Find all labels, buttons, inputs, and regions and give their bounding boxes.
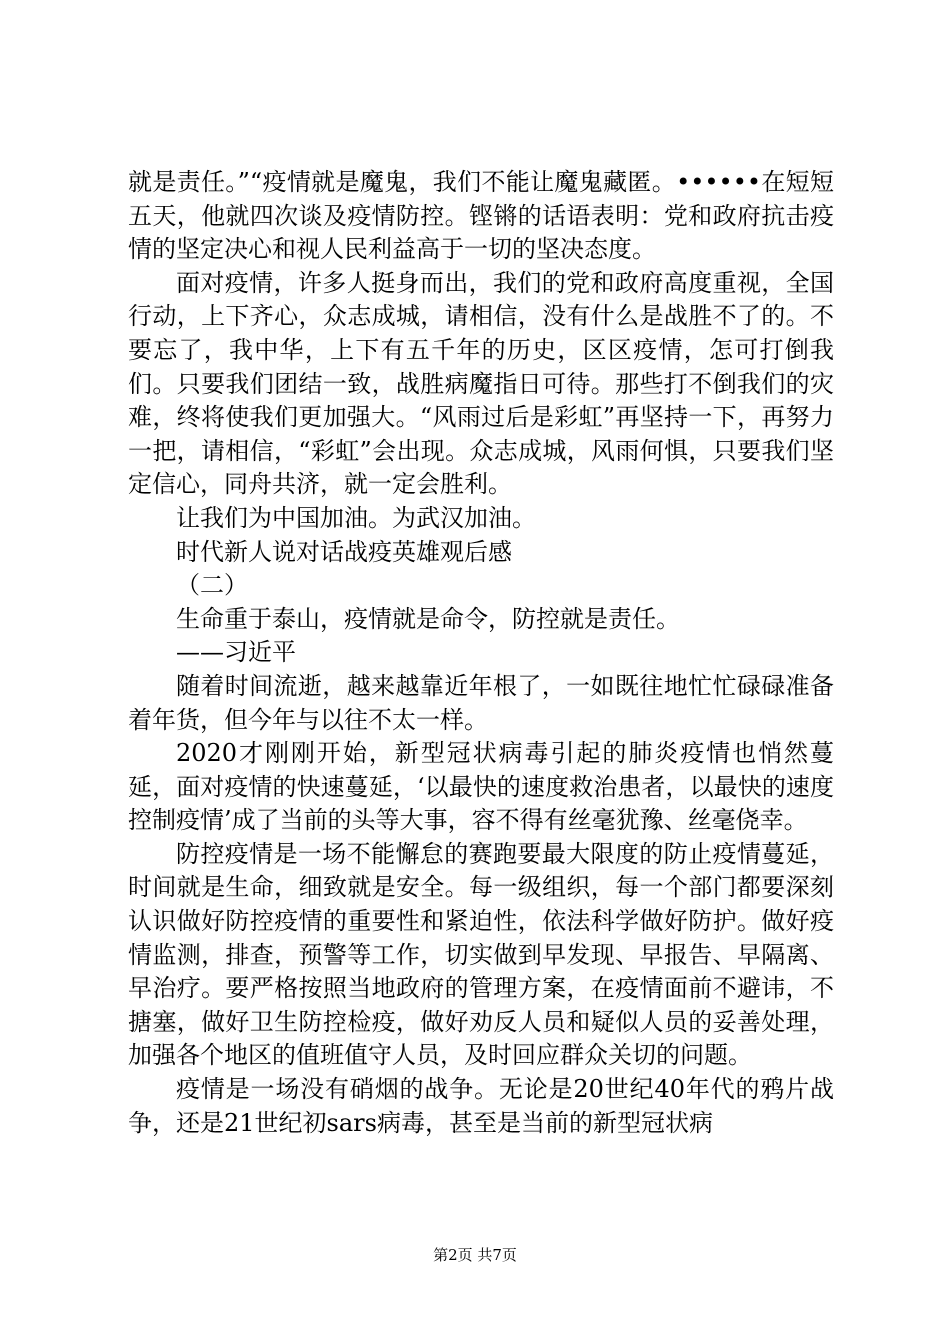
paragraph-continuation: 就是责任。”“疫情就是魔鬼，我们不能让魔鬼藏匿。••••••在短短五天，他就四次谈及疫情防控。铿锵的话语表明：党和政府抗击疫情的坚定决心和视人民利益高于一切的坚决态度。 bbox=[128, 168, 834, 264]
paragraph-2020: 2020才刚刚开始，新型冠状病毒引起的肺炎疫情也悄然蔓延，面对疫情的快速蔓延，‘以最快的速度救治患者，以最快的速度控制疫情’成了当前的头等大事，容不得有丝毫犹豫、丝毫侥幸。 bbox=[128, 739, 834, 835]
quote-attribution: ——习近平 bbox=[176, 638, 296, 667]
page-number-footer: 第2页 共7页 bbox=[433, 1246, 517, 1264]
quote-text: 生命重于泰山，疫情就是命令，防控就是责任。 bbox=[176, 604, 680, 633]
section-number: （二） bbox=[176, 571, 248, 600]
document-body bbox=[128, 166, 834, 1140]
paragraph-war: 疫情是一场没有硝烟的战争。无论是20世纪40年代的鸦片战争，还是21世纪初sars病毒，甚至是当前的新型冠状病 bbox=[128, 1075, 834, 1137]
paragraph-facing-epidemic: 面对疫情，许多人挺身而出，我们的党和政府高度重视，全国行动，上下齐心，众志成城，请相信，没有什么是战胜不了的。不要忘了，我中华，上下有五千年的历史，区区疫情，怎可打倒我们。只要我们团结一致，战胜病魔指日可待。那些打不倒我们的灾难，终将使我们更加强大。“风雨过后是彩虹”再坚持一下，再努力一把，请相信，“彩虹”会出现。众志成城，风雨何惧，只要我们坚定信心，同舟共济，就一定会胜利。 bbox=[128, 268, 834, 499]
section-title: 时代新人说对话战疫英雄观后感 bbox=[176, 537, 512, 566]
paragraph-cheer: 让我们为中国加油。为武汉加油。 bbox=[176, 503, 536, 532]
paragraph-new-year: 随着时间流逝，越来越靠近年根了，一如既往地忙忙碌碌准备着年货，但今年与以往不太一样。 bbox=[128, 671, 834, 734]
paragraph-prevention: 防控疫情是一场不能懈怠的赛跑要最大限度的防止疫情蔓延，时间就是生命，细致就是安全。每一级组织，每一个部门都要深刻认识做好防控疫情的重要性和紧迫性，依法科学做好防护。做好疫情监测，排查，预警等工作，切实做到早发现、早报告、早隔离、早治疗。要严格按照当地政府的管理方案，在疫情面前不避讳，不搪塞，做好卫生防控检疫，做好劝反人员和疑似人员的妥善处理，加强各个地区的值班值守人员，及时回应群众关切的问题。 bbox=[128, 839, 834, 1070]
